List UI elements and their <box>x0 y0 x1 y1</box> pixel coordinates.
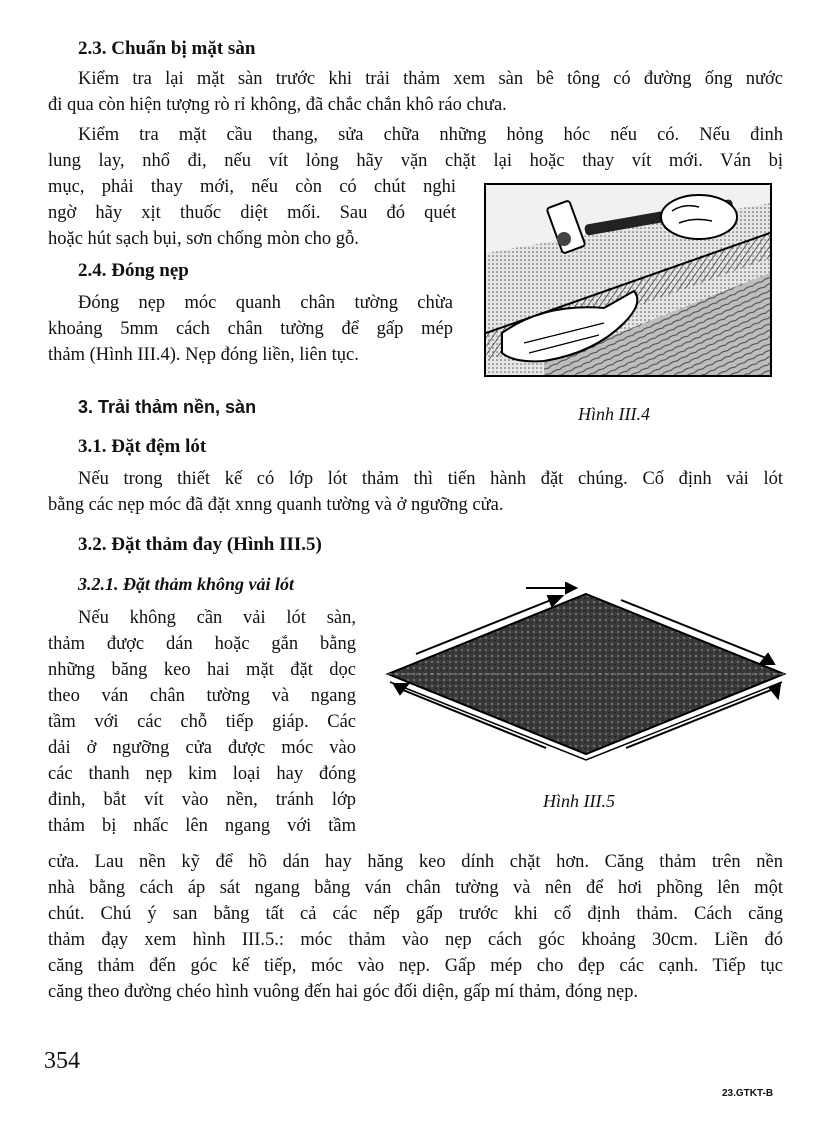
figure-III-5 <box>376 582 796 764</box>
paragraph-3-2-1-wide <box>48 849 783 1005</box>
paragraph-2-4 <box>48 290 453 368</box>
text-line: khoảng 5mm cách chân tường để gấp mép <box>48 319 453 339</box>
text-line: thảm (Hình III.4). Nẹp đóng liền, liên tục. <box>48 345 359 365</box>
text-line: tầm với các chỗ tiếp giáp. Các <box>48 712 356 732</box>
paragraph-2-3-c <box>48 174 456 252</box>
page-number: 354 <box>44 1048 80 1074</box>
carpet-stretch-diagram-icon <box>376 582 796 764</box>
heading-3: 3. Trải thảm nền, sàn <box>78 397 257 417</box>
text-line: thảm được dán hoặc gắn bằng <box>48 634 356 654</box>
heading-2-3: 2.3. Chuẩn bị mặt sàn <box>78 38 256 59</box>
text-line: căng thảm đến góc kế tiếp, móc vào nẹp. Gấp mép cho đẹp các cạnh. Tiếp tục <box>48 956 783 976</box>
text-line: hoặc hút sạch bụi, sơn chống mòn cho gỗ. <box>48 229 359 249</box>
text-line: mục, phải thay mới, nếu còn có chút nghi <box>48 177 456 197</box>
text-line: lung lay, nhổ đi, nếu vít lỏng hãy vặn chặt lại hoặc thay vít mới. Ván bị <box>48 151 783 171</box>
paragraph-2-3-b <box>48 122 783 174</box>
text-line: Nếu trong thiết kế có lớp lót thảm thì tiến hành đặt chúng. Cố định vải lót <box>78 469 783 489</box>
text-line: Kiểm tra mặt cầu thang, sửa chữa những hỏng hóc nếu có. Nếu đinh <box>78 125 783 145</box>
text-line: Đóng nẹp móc quanh chân tường chừa <box>78 293 453 313</box>
text-line: bằng các nẹp móc đã đặt xnng quanh tường và ở ngưỡng cửa. <box>48 495 504 515</box>
paragraph-2-3-a <box>48 66 783 118</box>
footer-code: 23.GTKT-B <box>722 1088 774 1099</box>
text-line: các thanh nẹp kim loại hay đóng <box>48 764 356 784</box>
text-line: Kiểm tra lại mặt sàn trước khi trải thảm xem sàn bê tông có đường ống nước <box>78 69 783 89</box>
text-line: thảm đạy xem hình III.5.: móc thảm vào nẹp cách góc khoảng 30cm. Liền đó <box>48 930 783 950</box>
text-line: theo ván chân tường và ngang <box>48 686 356 706</box>
text-line: nhà bằng cách áp sát ngang bằng ván chân tường và nên để hơi phồng lên một <box>48 878 783 898</box>
paragraph-3-2-1-narrow <box>48 605 356 839</box>
text-line: dải ở ngưỡng cửa được móc vào <box>48 738 356 758</box>
text-line: đi qua còn hiện tượng rò rỉ không, đã chắc chắn khô ráo chưa. <box>48 95 507 115</box>
text-line: những băng keo hai mặt đặt dọc <box>48 660 356 680</box>
text-line: căng theo đường chéo hình vuông đến hai góc đối diện, gấp mí thảm, đóng nẹp. <box>48 982 639 1002</box>
caption-figure-III-5: Hình III.5 <box>543 791 615 811</box>
heading-3-2-1: 3.2.1. Đặt thảm không vải lót <box>78 574 295 594</box>
heading-3-1: 3.1. Đặt đệm lót <box>78 436 207 457</box>
text-line: chút. Chú ý san bằng tất cả các nếp gấp trước khi cố định thảm. Cách căng <box>48 904 783 924</box>
text-line: Nếu không cần vải lót sàn, <box>78 608 356 628</box>
text-line: cửa. Lau nền kỹ để hồ dán hay hăng keo dính chặt hơn. Căng thảm trên nền <box>48 852 783 872</box>
paragraph-3-1 <box>48 466 783 518</box>
hammer-nailing-strip-icon <box>484 183 772 377</box>
text-line: thảm bị nhấc lên ngang với tầm <box>48 816 356 836</box>
figure-III-4 <box>484 183 772 377</box>
caption-figure-III-4: Hình III.4 <box>578 404 650 424</box>
text-line: ngờ hãy xịt thuốc diệt mối. Sau đó quét <box>48 203 456 223</box>
heading-2-4: 2.4. Đóng nẹp <box>78 260 189 281</box>
text-line: đinh, bắt vít vào nền, tránh lớp <box>48 790 356 810</box>
heading-3-2: 3.2. Đặt thảm đay (Hình III.5) <box>78 534 322 555</box>
